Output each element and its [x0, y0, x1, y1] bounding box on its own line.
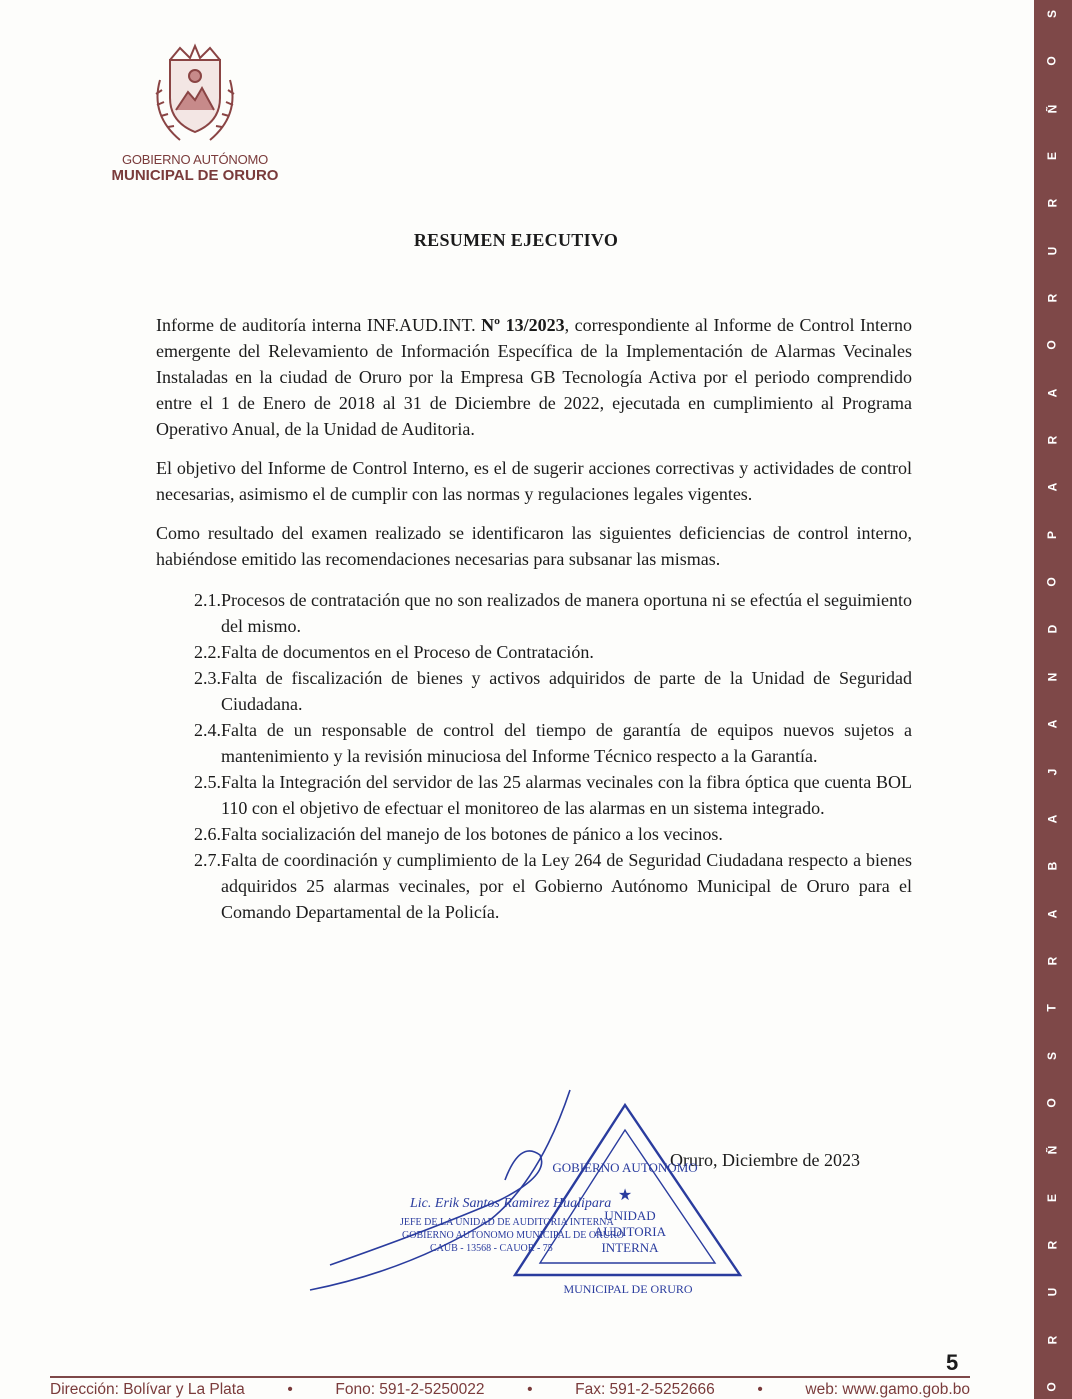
list-item — [156, 587, 912, 639]
list-item — [156, 821, 912, 847]
item-number: 2.4. — [194, 720, 221, 740]
org-name-line1: GOBIERNO AUTÓNOMO — [121, 152, 269, 167]
report-number: Nº 13/2023 — [481, 315, 565, 335]
side-band-letter: N — [1044, 672, 1059, 682]
org-name-line2: MUNICIPAL DE ORURO — [111, 167, 279, 184]
side-band-letter: R — [1044, 1240, 1059, 1250]
side-band-letter: A — [1044, 814, 1059, 824]
signature-and-seal — [290, 1060, 760, 1320]
side-band-letter: E — [1044, 152, 1059, 161]
side-band-letter: E — [1044, 1193, 1059, 1202]
list-item — [156, 717, 912, 769]
item-text: Falta socialización del manejo de los botones de pánico a los vecinos. — [221, 824, 723, 844]
footer — [50, 1381, 970, 1399]
side-band-letter: J — [1045, 768, 1059, 775]
signature-line1: JEFE DE LA UNIDAD DE AUDITORIA INTERNA — [400, 1217, 614, 1228]
side-band-letter: A — [1044, 483, 1059, 492]
signature-line2: GOBIERNO AUTONOMO MUNICIPAL DE ORURO — [402, 1230, 624, 1241]
item-text: Falta de documentos en el Proceso de Contratación. — [221, 642, 594, 662]
paragraph-intro — [156, 312, 912, 442]
seal-audit: AUDITORIA — [594, 1224, 666, 1239]
side-band-letter: B — [1044, 861, 1059, 871]
document-title — [0, 230, 1072, 251]
side-band-letter: O — [1045, 1382, 1059, 1392]
document-title-text: RESUMEN EJECUTIVO — [413, 230, 619, 250]
seal-star-icon: ★ — [617, 1187, 633, 1204]
list-item — [156, 769, 912, 821]
side-band-letter: R — [1044, 435, 1059, 445]
seal-internal: INTERNA — [601, 1240, 659, 1255]
item-number: 2.7. — [194, 850, 221, 870]
side-band-letter: A — [1044, 388, 1059, 398]
item-text: Falta de coordinación y cumplimiento de la Ley 264 de Seguridad Ciudadana respecto a bienes adquiridos 25 alarmas vecinales, por el Gobierno Autónomo Municipal de Oruro para el Comando Departamental de la Policía. — [221, 850, 912, 922]
document-body — [156, 312, 912, 925]
side-band — [1034, 0, 1072, 1399]
footer-separator: • — [757, 1381, 763, 1398]
signature-line3: CAUB - 13568 - CAUOR - 75 — [430, 1243, 553, 1254]
item-text: Falta la Integración del servidor de las 25 alarmas vecinales con la fibra óptica que cuenta BOL 110 con el objetivo de efectuar el monitoreo de las alarmas en un sistema integrado. — [221, 772, 912, 818]
footer-rule — [50, 1376, 970, 1378]
side-band-letter: R — [1044, 1335, 1059, 1344]
side-band-letter: P — [1044, 530, 1059, 539]
side-band-letter: D — [1044, 625, 1059, 634]
intro-text-start: Informe de auditoría interna INF.AUD.INT. — [156, 315, 482, 335]
seal-bottom: MUNICIPAL DE ORURO — [563, 1282, 693, 1296]
footer-separator: • — [287, 1381, 293, 1398]
side-band-letter: O — [1045, 340, 1059, 351]
paragraph-objective: El objetivo del Informe de Control Interno, es el de sugerir acciones correctivas y actividades de control necesarias, asimismo el de cumplir con las normas y regulaciones legales vigentes. — [156, 458, 912, 504]
side-band-letter: T — [1045, 1004, 1059, 1012]
page-number: 5 — [946, 1350, 959, 1375]
item-text: Procesos de contratación que no son realizados de manera oportuna ni se efectúa el seguimiento del mismo. — [221, 590, 912, 636]
side-band-letter: A — [1044, 909, 1059, 918]
item-number: 2.3. — [194, 668, 221, 688]
seal-top: GOBIERNO AUTONOMO — [552, 1160, 698, 1175]
item-number: 2.6. — [194, 824, 221, 844]
side-band-letter: O — [1045, 1098, 1059, 1108]
side-band-letter: S — [1044, 9, 1059, 19]
side-band-letter: R — [1044, 956, 1059, 966]
intro-text-end: , correspondiente al Informe de Control Interno emergente del Relevamiento de Información Específica de la Implementación de Alarmas Vecinales Instaladas en la ciudad de Oruro por la Empresa GB Tecnología Activa por el periodo comprendido entre el 1 de Enero de 2018 al 31 de Diciembre de 2022, ejecutada en cumplimiento al Programa Operativo Anual, de la Unidad de Auditoria. — [156, 315, 912, 439]
footer-separator: • — [527, 1381, 533, 1398]
place-date: Oruro, Diciembre de 2023 — [670, 1150, 860, 1170]
list-item — [156, 665, 912, 717]
side-band-letter: Ñ — [1044, 104, 1059, 114]
side-band-letter: O — [1045, 56, 1059, 67]
side-band-letter: S — [1044, 1051, 1059, 1060]
item-number: 2.5. — [194, 772, 221, 792]
side-band-letter: U — [1044, 1287, 1059, 1297]
footer-phone: Fono: 591-2-5250022 — [335, 1381, 485, 1398]
side-band-letter: R — [1044, 199, 1059, 208]
signature-name: Lic. Erik Santos Ramirez Hualipara — [410, 1196, 612, 1211]
footer-web[interactable]: web: www.gamo.gob.bo — [805, 1381, 970, 1398]
deficiency-list — [156, 587, 912, 925]
side-band-letter: U — [1044, 246, 1059, 256]
municipal-logo — [110, 40, 280, 190]
side-band-letter: Ñ — [1044, 1145, 1059, 1155]
paragraph-results: Como resultado del examen realizado se identificaron las siguientes deficiencias de control interno, habiéndose emitido las recomendaciones necesarias para subsanar las mismas. — [156, 523, 912, 569]
item-number: 2.2. — [194, 642, 221, 662]
coat-of-arms-icon — [140, 40, 250, 150]
side-band-letter: A — [1044, 719, 1059, 729]
signature-stroke — [310, 1090, 570, 1290]
list-item — [156, 847, 912, 925]
item-text: Falta de fiscalización de bienes y activos adquiridos de parte de la Unidad de Seguridad Ciudadana. — [221, 668, 912, 714]
footer-fax: Fax: 591-2-5252666 — [575, 1381, 715, 1398]
list-item — [156, 639, 912, 665]
footer-address: Dirección: Bolívar y La Plata — [50, 1381, 245, 1398]
side-band-letter: R — [1044, 293, 1059, 303]
side-band-letter: O — [1045, 577, 1059, 587]
item-text: Falta de un responsable de control del tiempo de garantía de equipos nuevos sujetos a mantenimiento y la revisión minuciosa del Informe Técnico respecto a la Garantía. — [221, 720, 912, 766]
seal-unit: UNIDAD — [604, 1208, 656, 1223]
item-number: 2.1. — [194, 590, 221, 610]
